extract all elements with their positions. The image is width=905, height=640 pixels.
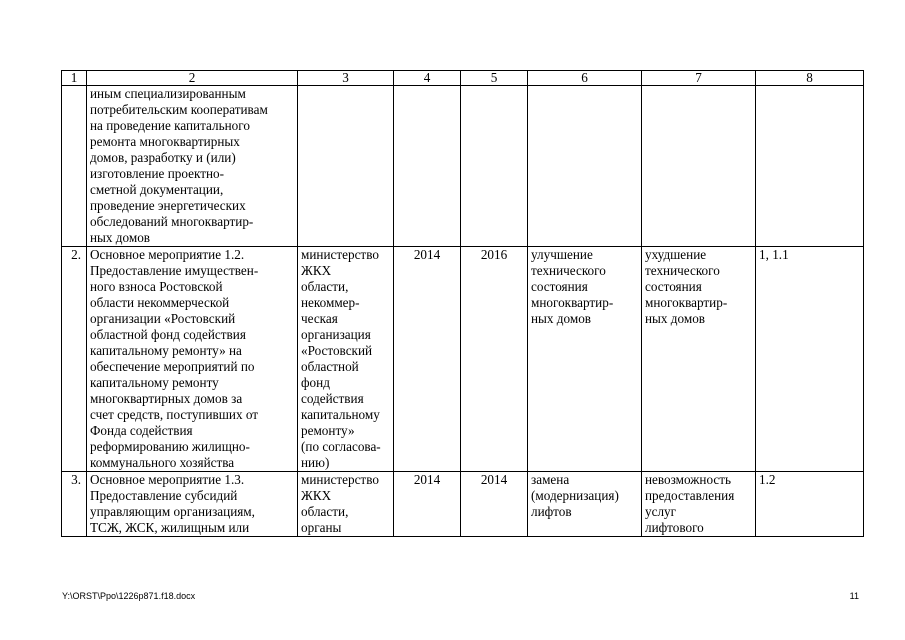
measure-name: [87, 86, 298, 247]
header-cell-2: 2: [87, 71, 298, 86]
start-year: 2014: [394, 472, 461, 537]
consequence: [642, 472, 756, 537]
header-cell-3: 3: [298, 71, 394, 86]
header-cell-6: 6: [528, 71, 642, 86]
start-year: 2014: [394, 247, 461, 472]
executor-text: министерство ЖКХ области, некоммер- ческая организация «Ростовский областной фонд содействия капитальному ремонту» (по согласова- нию): [301, 247, 381, 470]
measure-name-text: Основное мероприятие 1.2. Предоставление имуществен- ного взноса Ростовской области некоммерческой организации «Ростовский областной фонд содействия капитальному ремонту» на обеспечение мероприятий по капитальному ремонту многоквартирных домов за счет средств, поступивших от Фонда содействия реформированию жилищно- коммунального хозяйства: [90, 247, 259, 470]
header-cell-5: 5: [461, 71, 528, 86]
consequence-text: ухудшение технического состояния многоквартир- ных домов: [645, 247, 728, 326]
header-cell-4: 4: [394, 71, 461, 86]
header-cell-8: 8: [756, 71, 864, 86]
consequence: [642, 247, 756, 472]
footer-file-path: Y:\ORST\Ppo\1226p871.f18.docx: [62, 591, 196, 601]
expected-result: [528, 247, 642, 472]
row-number: 3.: [62, 472, 87, 537]
expected-result: [528, 86, 642, 247]
end-year: 2014: [461, 472, 528, 537]
measures-table: [61, 70, 864, 537]
header-cell-7: 7: [642, 71, 756, 86]
page-number: 11: [849, 591, 859, 601]
table-row: [62, 472, 864, 537]
executor: [298, 247, 394, 472]
measure-name: [87, 472, 298, 537]
header-row: [62, 71, 864, 86]
measure-name-text: иным специализированным потребительским кооперативам на проведение капитального ремонта многоквартирных домов, разработку и (или) изготовление проектно- сметной документации, проведение энергетических обследований многоквартир- ных домов: [90, 86, 268, 245]
table-row: [62, 247, 864, 472]
expected-result: [528, 472, 642, 537]
expected-result-text: замена (модернизация) лифтов: [531, 472, 619, 519]
consequence-text: невозможность предоставления услуг лифтового: [645, 472, 735, 535]
indicator-link: 1.2: [756, 472, 864, 537]
measure-name-text: Основное мероприятие 1.3. Предоставление субсидий управляющим организациям, ТСЖ, ЖСК, жилищным или: [90, 472, 255, 535]
measure-name: [87, 247, 298, 472]
expected-result-text: улучшение технического состояния многоквартир- ных домов: [531, 247, 614, 326]
header-cell-1: 1: [62, 71, 87, 86]
start-year: [394, 86, 461, 247]
indicator-link: [756, 86, 864, 247]
executor: [298, 86, 394, 247]
consequence: [642, 86, 756, 247]
row-number: [62, 86, 87, 247]
end-year: 2016: [461, 247, 528, 472]
table-row: [62, 86, 864, 247]
executor: [298, 472, 394, 537]
end-year: [461, 86, 528, 247]
indicator-link: 1, 1.1: [756, 247, 864, 472]
executor-text: министерство ЖКХ области, органы: [301, 472, 379, 535]
row-number: 2.: [62, 247, 87, 472]
